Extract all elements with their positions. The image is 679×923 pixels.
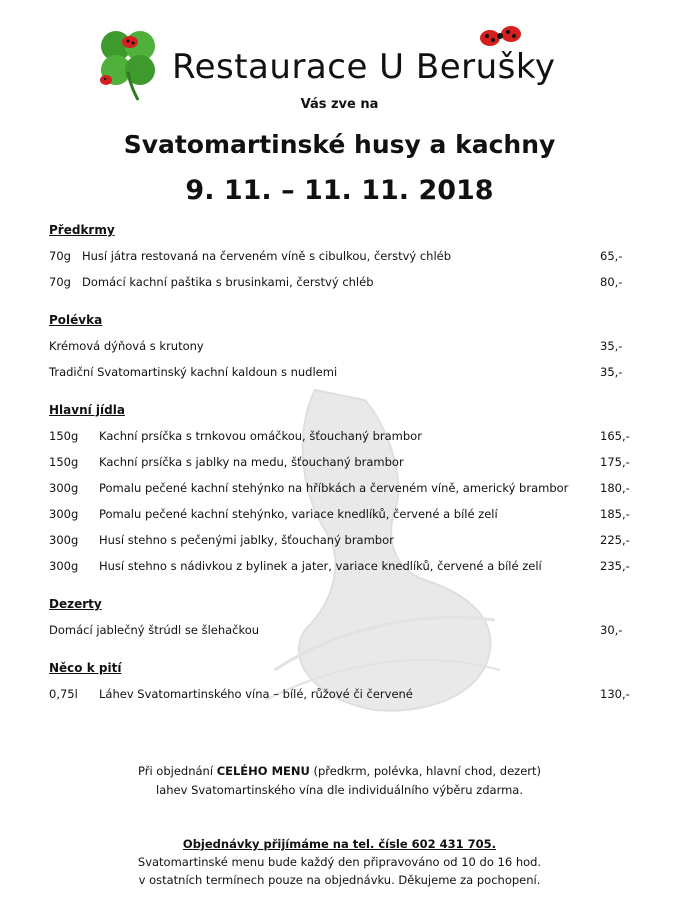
item-price: 235,- <box>600 559 630 573</box>
event-title: Svatomartinské husy a kachny <box>123 130 556 159</box>
footer <box>0 835 679 889</box>
item-price: 225,- <box>600 533 630 547</box>
section-title: Hlavní jídla <box>49 403 125 417</box>
item-quantity: 150g <box>49 429 79 443</box>
item-quantity: 300g <box>49 533 79 547</box>
item-quantity: 0,75l <box>49 687 78 701</box>
menu-item <box>49 452 649 478</box>
section-title: Dezerty <box>49 597 102 611</box>
section-title: Něco k pití <box>49 661 122 675</box>
item-quantity: 300g <box>49 481 79 495</box>
section-title: Předkrmy <box>49 223 115 237</box>
item-price: 165,- <box>600 429 630 443</box>
four-leaf-clover-icon <box>88 22 168 102</box>
item-price: 175,- <box>600 455 630 469</box>
menu-item <box>49 272 649 298</box>
section-starters <box>49 220 649 298</box>
menu-list <box>49 220 649 722</box>
ladybug-icon <box>478 22 524 50</box>
footer-line-3: v ostatních termínech pouze na objednávku. Děkujeme za pochopení. <box>138 873 541 887</box>
note-prefix: Při objednání <box>137 764 217 778</box>
item-name: Kachní prsíčka s trnkovou omáčkou, šťouchaný brambor <box>99 429 422 443</box>
full-menu-note <box>0 762 679 800</box>
invite-text: Vás zve na <box>300 97 379 112</box>
item-quantity: 150g <box>49 455 79 469</box>
menu-item <box>49 530 649 556</box>
section-desserts <box>49 594 649 646</box>
item-quantity: 70g <box>49 275 71 289</box>
item-quantity: 70g <box>49 249 71 263</box>
item-name: Domácí jablečný štrúdl se šlehačkou <box>49 623 260 637</box>
item-name: Husí stehno s pečenými jablky, šťouchaný brambor <box>99 533 394 547</box>
item-price: 35,- <box>600 365 623 379</box>
note-suffix: (předkrm, polévka, hlavní chod, dezert) <box>309 764 542 778</box>
item-name: Domácí kachní paštika s brusinkami, čerstvý chléb <box>82 275 374 289</box>
footer-line-2: Svatomartinské menu bude každý den připravováno od 10 do 16 hod. <box>137 855 542 869</box>
item-price: 35,- <box>600 339 623 353</box>
item-name: Krémová dýňová s krutony <box>49 339 204 353</box>
section-soup <box>49 310 649 388</box>
menu-item <box>49 620 649 646</box>
menu-item <box>49 478 649 504</box>
section-title: Polévka <box>49 313 103 327</box>
restaurant-name: Restaurace U Berušky <box>172 47 556 87</box>
item-name: Husí játra restovaná na červeném víně s cibulkou, čerstvý chléb <box>82 249 452 263</box>
section-drinks <box>49 658 649 710</box>
note-line-1 <box>0 762 679 781</box>
event-dates: 9. 11. – 11. 11. 2018 <box>185 175 494 206</box>
item-price: 65,- <box>600 249 623 263</box>
menu-item <box>49 684 649 710</box>
item-name: Kachní prsíčka s jablky na medu, šťouchaný brambor <box>99 455 404 469</box>
menu-item <box>49 504 649 530</box>
item-name: Husí stehno s nádivkou z bylinek a jater, variace knedlíků, červené a bílé zelí <box>99 559 542 573</box>
item-quantity: 300g <box>49 507 79 521</box>
item-name: Pomalu pečené kachní stehýnko na hříbkách a červeném víně, americký brambor <box>99 481 569 495</box>
menu-item <box>49 362 649 388</box>
item-price: 130,- <box>600 687 630 701</box>
menu-item <box>49 556 649 582</box>
item-quantity: 300g <box>49 559 79 573</box>
order-phone-line: Objednávky přijímáme na tel. čísle 602 431 705. <box>182 837 497 851</box>
menu-item <box>49 246 649 272</box>
menu-item <box>49 426 649 452</box>
item-price: 185,- <box>600 507 630 521</box>
item-name: Láhev Svatomartinského vína – bílé, růžové či červené <box>99 687 413 701</box>
item-name: Pomalu pečené kachní stehýnko, variace knedlíků, červené a bílé zelí <box>99 507 498 521</box>
note-bold: CELÉHO MENU <box>216 764 310 778</box>
item-price: 80,- <box>600 275 623 289</box>
section-mains <box>49 400 649 582</box>
item-price: 180,- <box>600 481 630 495</box>
item-price: 30,- <box>600 623 623 637</box>
note-line-2: lahev Svatomartinského vína dle individuálního výběru zdarma. <box>156 783 523 797</box>
menu-item <box>49 336 649 362</box>
item-name: Tradiční Svatomartinský kachní kaldoun s nudlemi <box>49 365 338 379</box>
